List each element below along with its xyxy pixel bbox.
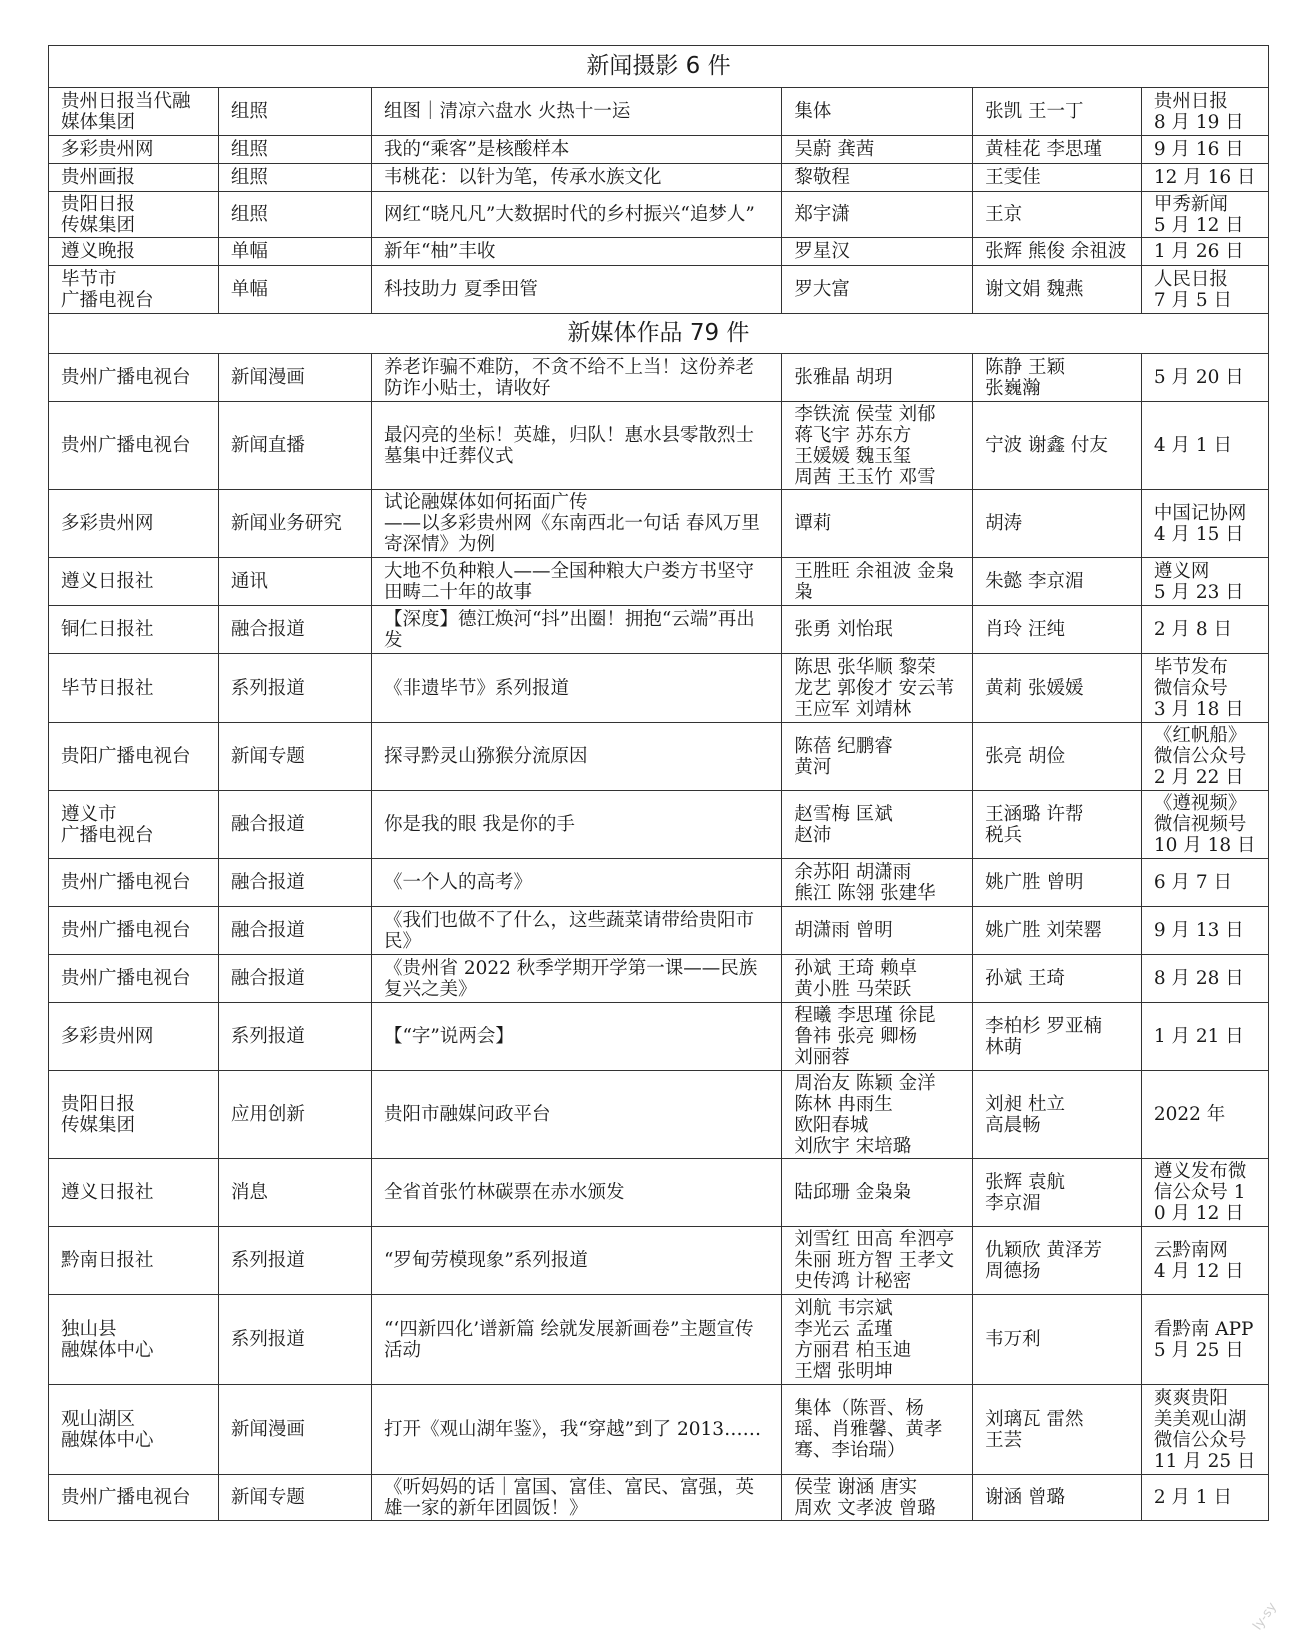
publish-cell: 6 月 7 日 bbox=[1141, 859, 1268, 907]
author-cell: 王胜旺 余祖波 金枭枭 bbox=[782, 558, 973, 606]
author-cell: 罗星汉 bbox=[782, 238, 973, 266]
unit-cell: 遵义日报社 bbox=[49, 558, 219, 606]
unit-cell: 贵州广播电视台 bbox=[49, 1475, 219, 1521]
author-cell: 郑宇潇 bbox=[782, 192, 973, 238]
author-cell: 集体（陈晋、杨瑶、肖雅馨、黄孝骞、李诒瑞） bbox=[782, 1385, 973, 1475]
table-row bbox=[49, 88, 1269, 136]
table-row bbox=[49, 558, 1269, 606]
section-title: 新媒体作品 79 件 bbox=[49, 314, 1269, 354]
publish-cell: 8 月 28 日 bbox=[1141, 955, 1268, 1003]
editor-cell: 张辉 袁航 李京湄 bbox=[973, 1159, 1142, 1227]
category-cell: 新闻漫画 bbox=[218, 354, 371, 402]
author-cell: 侯莹 谢涵 唐实 周欢 文孝波 曾璐 bbox=[782, 1475, 973, 1521]
publish-cell: 贵州日报 8 月 19 日 bbox=[1141, 88, 1268, 136]
section-header-row bbox=[49, 314, 1269, 354]
category-cell: 组照 bbox=[218, 88, 371, 136]
unit-cell: 贵阳日报 传媒集团 bbox=[49, 192, 219, 238]
author-cell: 陆邱珊 金枭枭 bbox=[782, 1159, 973, 1227]
author-cell: 张雅晶 胡玥 bbox=[782, 354, 973, 402]
author-cell: 余苏阳 胡潇雨 熊江 陈翎 张建华 bbox=[782, 859, 973, 907]
title-cell: 贵阳市融媒问政平台 bbox=[371, 1071, 781, 1159]
title-cell: 《听妈妈的话｜富国、富佳、富民、富强，英雄一家的新年团圆饭！》 bbox=[371, 1475, 781, 1521]
category-cell: 新闻业务研究 bbox=[218, 490, 371, 558]
table-row bbox=[49, 1227, 1269, 1295]
editor-cell: 宁波 谢鑫 付友 bbox=[973, 402, 1142, 490]
title-cell: 探寻黔灵山猕猴分流原因 bbox=[371, 723, 781, 791]
table-row bbox=[49, 1159, 1269, 1227]
publish-cell: 2 月 8 日 bbox=[1141, 606, 1268, 654]
title-cell: 最闪亮的坐标！英雄，归队！惠水县零散烈士墓集中迁葬仪式 bbox=[371, 402, 781, 490]
category-cell: 融合报道 bbox=[218, 955, 371, 1003]
category-cell: 新闻直播 bbox=[218, 402, 371, 490]
title-cell: 组图｜清凉六盘水 火热十一运 bbox=[371, 88, 781, 136]
editor-cell: 朱懿 李京湄 bbox=[973, 558, 1142, 606]
category-cell: 单幅 bbox=[218, 266, 371, 314]
editor-cell: 张亮 胡俭 bbox=[973, 723, 1142, 791]
title-cell: 你是我的眼 我是你的手 bbox=[371, 791, 781, 859]
category-cell: 融合报道 bbox=[218, 606, 371, 654]
editor-cell: 肖玲 汪纯 bbox=[973, 606, 1142, 654]
author-cell: 吴蔚 龚茜 bbox=[782, 136, 973, 164]
publish-cell: 毕节发布 微信众号 3 月 18 日 bbox=[1141, 654, 1268, 723]
title-cell: 《一个人的高考》 bbox=[371, 859, 781, 907]
unit-cell: 铜仁日报社 bbox=[49, 606, 219, 654]
table-row bbox=[49, 955, 1269, 1003]
awards-table bbox=[48, 45, 1269, 1521]
title-cell: 打开《观山湖年鉴》，我“穿越”到了 2013…… bbox=[371, 1385, 781, 1475]
author-cell: 张勇 刘怡珉 bbox=[782, 606, 973, 654]
unit-cell: 黔南日报社 bbox=[49, 1227, 219, 1295]
unit-cell: 贵州广播电视台 bbox=[49, 907, 219, 955]
publish-cell: 遵义发布微信公众号 10 月 12 日 bbox=[1141, 1159, 1268, 1227]
category-cell: 系列报道 bbox=[218, 1227, 371, 1295]
unit-cell: 遵义日报社 bbox=[49, 1159, 219, 1227]
table-row bbox=[49, 164, 1269, 192]
table-row bbox=[49, 791, 1269, 859]
editor-cell: 胡涛 bbox=[973, 490, 1142, 558]
category-cell: 新闻漫画 bbox=[218, 1385, 371, 1475]
unit-cell: 毕节日报社 bbox=[49, 654, 219, 723]
table-row bbox=[49, 192, 1269, 238]
editor-cell: 姚广胜 曾明 bbox=[973, 859, 1142, 907]
editor-cell: 张辉 熊俊 余祖波 bbox=[973, 238, 1142, 266]
publish-cell: 甲秀新闻 5 月 12 日 bbox=[1141, 192, 1268, 238]
publish-cell: 1 月 26 日 bbox=[1141, 238, 1268, 266]
unit-cell: 贵州画报 bbox=[49, 164, 219, 192]
title-cell: 《贵州省 2022 秋季学期开学第一课——民族复兴之美》 bbox=[371, 955, 781, 1003]
table-row bbox=[49, 1003, 1269, 1071]
editor-cell: 孙斌 王琦 bbox=[973, 955, 1142, 1003]
table-row bbox=[49, 606, 1269, 654]
title-cell: 【“字”说两会】 bbox=[371, 1003, 781, 1071]
publish-cell: 9 月 13 日 bbox=[1141, 907, 1268, 955]
unit-cell: 贵阳广播电视台 bbox=[49, 723, 219, 791]
watermark: ly-sy bbox=[1250, 1599, 1280, 1633]
unit-cell: 贵州广播电视台 bbox=[49, 354, 219, 402]
author-cell: 黎敬程 bbox=[782, 164, 973, 192]
editor-cell: 刘昶 杜立 高晨畅 bbox=[973, 1071, 1142, 1159]
unit-cell: 遵义晚报 bbox=[49, 238, 219, 266]
category-cell: 组照 bbox=[218, 136, 371, 164]
unit-cell: 观山湖区 融媒体中心 bbox=[49, 1385, 219, 1475]
editor-cell: 黄桂花 李思瑾 bbox=[973, 136, 1142, 164]
category-cell: 融合报道 bbox=[218, 907, 371, 955]
table-body bbox=[49, 46, 1269, 1521]
unit-cell: 毕节市 广播电视台 bbox=[49, 266, 219, 314]
publish-cell: 遵义网 5 月 23 日 bbox=[1141, 558, 1268, 606]
author-cell: 罗大富 bbox=[782, 266, 973, 314]
table-row bbox=[49, 723, 1269, 791]
publish-cell: 9 月 16 日 bbox=[1141, 136, 1268, 164]
editor-cell: 张凯 王一丁 bbox=[973, 88, 1142, 136]
table-row bbox=[49, 402, 1269, 490]
author-cell: 集体 bbox=[782, 88, 973, 136]
category-cell: 组照 bbox=[218, 164, 371, 192]
category-cell: 应用创新 bbox=[218, 1071, 371, 1159]
author-cell: 刘雪红 田高 牟泗亭 朱丽 班方智 王孝文 史传鸿 计秘密 bbox=[782, 1227, 973, 1295]
category-cell: 系列报道 bbox=[218, 1295, 371, 1385]
publish-cell: 2 月 1 日 bbox=[1141, 1475, 1268, 1521]
editor-cell: 刘璃瓦 雷然 王芸 bbox=[973, 1385, 1142, 1475]
table-row bbox=[49, 238, 1269, 266]
editor-cell: 陈静 王颖 张巍瀚 bbox=[973, 354, 1142, 402]
publish-cell: 云黔南网 4 月 12 日 bbox=[1141, 1227, 1268, 1295]
unit-cell: 独山县 融媒体中心 bbox=[49, 1295, 219, 1385]
category-cell: 单幅 bbox=[218, 238, 371, 266]
editor-cell: 谢涵 曾璐 bbox=[973, 1475, 1142, 1521]
publish-cell: 人民日报 7 月 5 日 bbox=[1141, 266, 1268, 314]
category-cell: 融合报道 bbox=[218, 859, 371, 907]
editor-cell: 姚广胜 刘荣罂 bbox=[973, 907, 1142, 955]
category-cell: 消息 bbox=[218, 1159, 371, 1227]
table-row bbox=[49, 266, 1269, 314]
title-cell: 《非遗毕节》系列报道 bbox=[371, 654, 781, 723]
publish-cell: 《遵视频》 微信视频号 10 月 18 日 bbox=[1141, 791, 1268, 859]
author-cell: 陈思 张华顺 黎荣 龙艺 郭俊才 安云苇 王应军 刘靖林 bbox=[782, 654, 973, 723]
publish-cell: 中国记协网 4 月 15 日 bbox=[1141, 490, 1268, 558]
title-cell: 韦桃花：以针为笔，传承水族文化 bbox=[371, 164, 781, 192]
publish-cell: 12 月 16 日 bbox=[1141, 164, 1268, 192]
table-row bbox=[49, 1071, 1269, 1159]
author-cell: 刘航 韦宗斌 李光云 孟瑾 方丽君 柏玉迪 王熠 张明坤 bbox=[782, 1295, 973, 1385]
author-cell: 陈蓓 纪鹏睿 黄河 bbox=[782, 723, 973, 791]
editor-cell: 黄莉 张媛媛 bbox=[973, 654, 1142, 723]
title-cell: 《我们也做不了什么，这些蔬菜请带给贵阳市民》 bbox=[371, 907, 781, 955]
table-row bbox=[49, 859, 1269, 907]
author-cell: 赵雪梅 匡斌 赵沛 bbox=[782, 791, 973, 859]
title-cell: “罗甸劳模现象”系列报道 bbox=[371, 1227, 781, 1295]
unit-cell: 多彩贵州网 bbox=[49, 490, 219, 558]
publish-cell: 2022 年 bbox=[1141, 1071, 1268, 1159]
category-cell: 新闻专题 bbox=[218, 723, 371, 791]
table-row bbox=[49, 1385, 1269, 1475]
author-cell: 程曦 李思瑾 徐昆 鲁祎 张亮 卿杨 刘丽蓉 bbox=[782, 1003, 973, 1071]
editor-cell: 王涵璐 许帮 税兵 bbox=[973, 791, 1142, 859]
category-cell: 组照 bbox=[218, 192, 371, 238]
category-cell: 新闻专题 bbox=[218, 1475, 371, 1521]
unit-cell: 贵州广播电视台 bbox=[49, 859, 219, 907]
unit-cell: 遵义市 广播电视台 bbox=[49, 791, 219, 859]
author-cell: 谭莉 bbox=[782, 490, 973, 558]
publish-cell: 看黔南 APP5 月 25 日 bbox=[1141, 1295, 1268, 1385]
author-cell: 周治友 陈颖 金洋 陈林 冉雨生 欧阳春城 刘欣宇 宋培璐 bbox=[782, 1071, 973, 1159]
category-cell: 系列报道 bbox=[218, 654, 371, 723]
section-title: 新闻摄影 6 件 bbox=[49, 46, 1269, 88]
title-cell: “‘四新四化’谱新篇 绘就发展新画卷”主题宣传活动 bbox=[371, 1295, 781, 1385]
unit-cell: 多彩贵州网 bbox=[49, 1003, 219, 1071]
table-row bbox=[49, 136, 1269, 164]
title-cell: 大地不负种粮人——全国种粮大户娄方书坚守田畴二十年的故事 bbox=[371, 558, 781, 606]
title-cell: 【深度】德江焕河“抖”出圈！拥抱“云端”再出发 bbox=[371, 606, 781, 654]
unit-cell: 贵州日报当代融 媒体集团 bbox=[49, 88, 219, 136]
category-cell: 融合报道 bbox=[218, 791, 371, 859]
publish-cell: 《红帆船》 微信公众号 2 月 22 日 bbox=[1141, 723, 1268, 791]
publish-cell: 4 月 1 日 bbox=[1141, 402, 1268, 490]
unit-cell: 贵州广播电视台 bbox=[49, 402, 219, 490]
title-cell: 网红“晓凡凡”大数据时代的乡村振兴“追梦人” bbox=[371, 192, 781, 238]
editor-cell: 韦万利 bbox=[973, 1295, 1142, 1385]
publish-cell: 1 月 21 日 bbox=[1141, 1003, 1268, 1071]
section-header-row bbox=[49, 46, 1269, 88]
title-cell: 我的“乘客”是核酸样本 bbox=[371, 136, 781, 164]
title-cell: 全省首张竹林碳票在赤水颁发 bbox=[371, 1159, 781, 1227]
title-cell: 新年“柚”丰收 bbox=[371, 238, 781, 266]
table-row bbox=[49, 907, 1269, 955]
unit-cell: 贵州广播电视台 bbox=[49, 955, 219, 1003]
editor-cell: 王雯佳 bbox=[973, 164, 1142, 192]
editor-cell: 谢文娟 魏燕 bbox=[973, 266, 1142, 314]
author-cell: 胡潇雨 曾明 bbox=[782, 907, 973, 955]
author-cell: 孙斌 王琦 赖卓 黄小胜 马荣跃 bbox=[782, 955, 973, 1003]
editor-cell: 李柏杉 罗亚楠 林萌 bbox=[973, 1003, 1142, 1071]
publish-cell: 5 月 20 日 bbox=[1141, 354, 1268, 402]
title-cell: 试论融媒体如何拓面广传 ——以多彩贵州网《东南西北一句话 春风万里寄深情》为例 bbox=[371, 490, 781, 558]
table-row bbox=[49, 654, 1269, 723]
unit-cell: 多彩贵州网 bbox=[49, 136, 219, 164]
publish-cell: 爽爽贵阳 美美观山湖 微信公众号 11 月 25 日 bbox=[1141, 1385, 1268, 1475]
title-cell: 养老诈骗不难防，不贪不给不上当！这份养老防诈小贴士，请收好 bbox=[371, 354, 781, 402]
table-row bbox=[49, 1295, 1269, 1385]
title-cell: 科技助力 夏季田管 bbox=[371, 266, 781, 314]
author-cell: 李铁流 侯莹 刘郁 蒋飞宇 苏东方 王媛媛 魏玉玺 周茜 王玉竹 邓雪 bbox=[782, 402, 973, 490]
table-row bbox=[49, 354, 1269, 402]
table-row bbox=[49, 490, 1269, 558]
category-cell: 系列报道 bbox=[218, 1003, 371, 1071]
category-cell: 通讯 bbox=[218, 558, 371, 606]
editor-cell: 仇颖欣 黄泽芳 周德扬 bbox=[973, 1227, 1142, 1295]
editor-cell: 王京 bbox=[973, 192, 1142, 238]
unit-cell: 贵阳日报 传媒集团 bbox=[49, 1071, 219, 1159]
table-row bbox=[49, 1475, 1269, 1521]
